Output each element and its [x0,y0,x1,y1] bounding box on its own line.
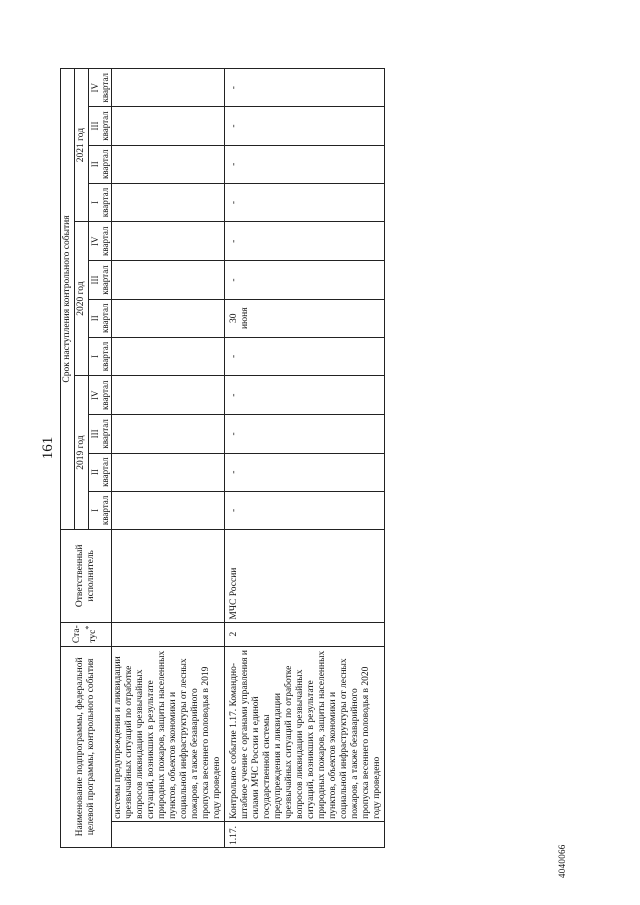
header-quarter: III квартал [89,107,112,145]
row-name: системы предупреждения и ликвидации чрезвычайных ситуаций по отработке вопросов ликвидации чрезвычайных ситуаций, возникших в результате природных пожаров, защиты населенных пунктов, объектов экономики и социальной инфраструктуры от лесных пожаров, а также безаварийного пропуска весеннего половодья в 2019 году проведено [112,646,225,821]
quarter-cell: - [225,337,385,375]
page-number: 161 [40,436,56,460]
quarter-cell [112,415,225,453]
row-number: 1.17. [225,821,385,847]
row-status [112,622,225,646]
quarter-cell [112,183,225,221]
quarter-cell: 30 июня [225,299,385,337]
quarter-cell: - [225,376,385,415]
header-quarter: IV квартал [89,69,112,107]
header-deadline: Срок наступления контрольного события [61,69,75,530]
header-year-2021: 2021 год [75,69,89,222]
quarter-cell [112,337,225,375]
header-status-label: Ста-тус [72,625,99,644]
quarter-cell: - [225,415,385,453]
header-quarter: II квартал [89,145,112,183]
quarter-cell: - [225,107,385,145]
header-quarter: II квартал [89,299,112,337]
quarter-cell [112,491,225,529]
quarter-cell: - [225,261,385,299]
quarter-cell: - [225,69,385,107]
quarter-cell: - [225,145,385,183]
header-year-2020: 2020 год [75,222,89,376]
quarter-cell [112,261,225,299]
quarter-cell [112,107,225,145]
document-code: 4040066 [557,844,567,878]
header-responsible: Ответственный исполнитель [61,530,112,623]
header-name: Наименование подпрограммы, федеральной целевой программы, контрольного события [61,646,112,847]
quarter-cell [112,222,225,261]
header-quarter: IV квартал [89,376,112,415]
control-events-table [60,68,385,848]
header-quarter: II квартал [89,453,112,491]
row-name: Контрольное событие 1.17. Командно-штабное учение с органами управления и силами МЧС России и единой государственной системы предупреждения и ликвидации чрезвычайных ситуаций по отработке вопросов ликвидации чрезвычайных ситуаций, возникших в результате природных пожаров, защиты населенных пунктов, объектов экономики и социальной инфраструктуры от лесных пожаров, а также безаварийного пропуска весеннего половодья в 2020 году проведено [225,646,385,821]
quarter-cell: - [225,491,385,529]
header-status [61,622,112,646]
header-quarter: I квартал [89,337,112,375]
quarter-cell [112,299,225,337]
quarter-cell: - [225,222,385,261]
quarter-cell [112,145,225,183]
quarter-cell [112,453,225,491]
header-quarter: III квартал [89,261,112,299]
row-status: 2 [225,622,385,646]
header-quarter: I квартал [89,183,112,221]
quarter-cell: - [225,183,385,221]
row-number [112,821,225,847]
table-row [225,69,385,848]
table-row [112,69,225,848]
rotated-sheet [38,68,598,878]
quarter-cell: - [225,453,385,491]
header-quarter: IV квартал [89,222,112,261]
header-year-2019: 2019 год [75,376,89,530]
row-responsible [112,530,225,623]
header-quarter: III квартал [89,415,112,453]
quarter-cell [112,376,225,415]
quarter-cell [112,69,225,107]
header-status-mark: * [84,625,94,630]
row-responsible: МЧС России [225,530,385,623]
header-quarter: I квартал [89,491,112,529]
